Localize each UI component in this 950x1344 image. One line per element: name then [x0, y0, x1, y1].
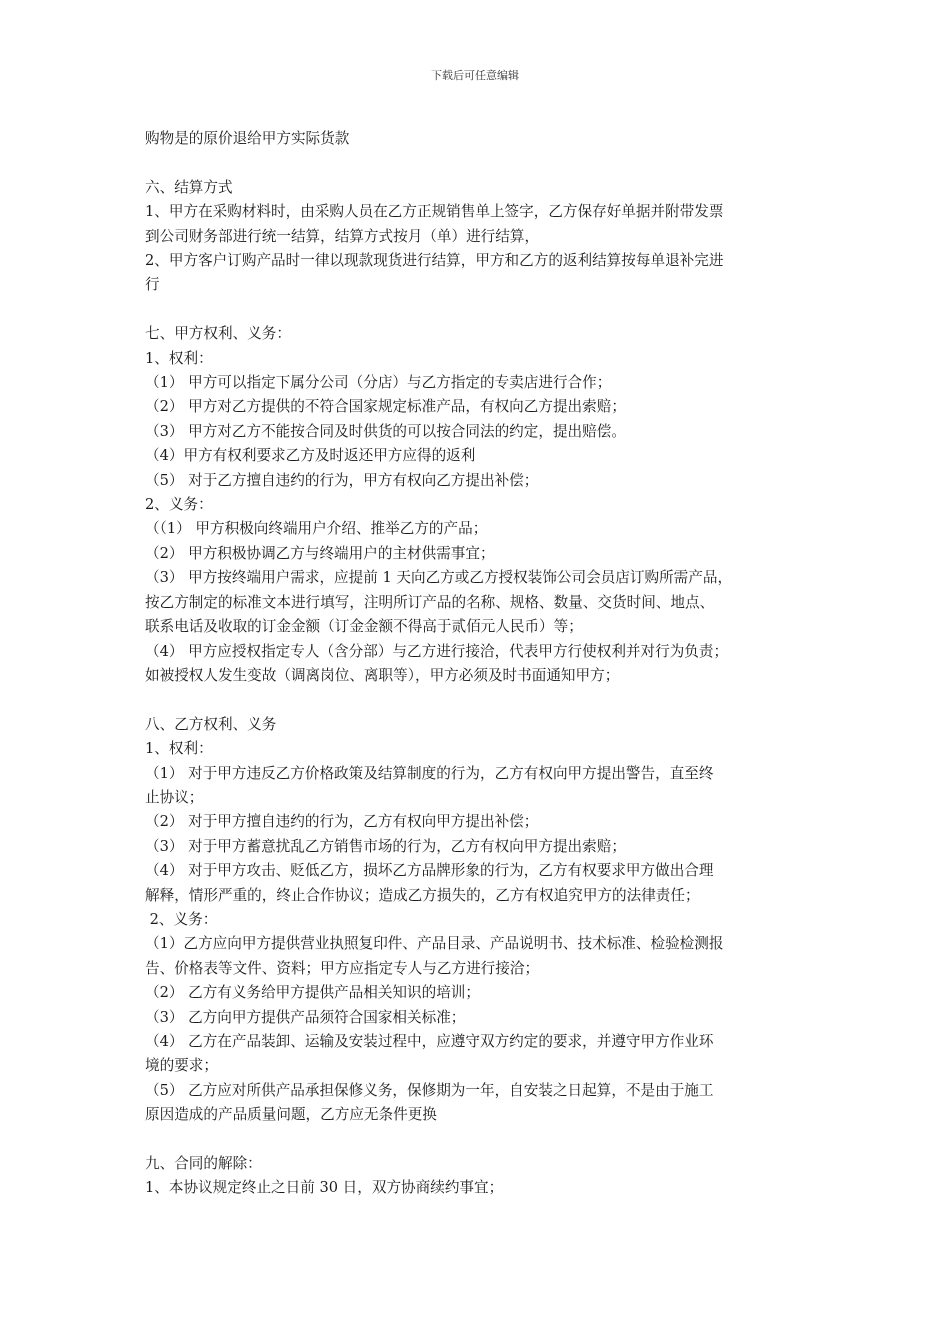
- text-line: 1、权利：: [145, 740, 213, 758]
- text-line: 联系电话及收取的订金金额（订金金额不得高于贰佰元人民币）等；: [145, 618, 583, 636]
- text-line: （3） 对于甲方蓄意扰乱乙方销售市场的行为，乙方有权向甲方提出索赔；: [145, 837, 626, 855]
- text-line: 告、价格表等文件、资料；甲方应指定专人与乙方进行接洽；: [145, 959, 540, 977]
- text-line: （2） 对于甲方擅自违约的行为，乙方有权向甲方提出补偿；: [145, 813, 539, 831]
- text-line: （2） 甲方对乙方提供的不符合国家规定标准产品，有权向乙方提出索赔；: [145, 398, 626, 416]
- text-line: 解释，情形严重的，终止合作协议；造成乙方损失的，乙方有权追究甲方的法律责任；: [145, 886, 700, 904]
- text-line: 1、甲方在采购材料时，由采购人员在乙方正规销售单上签字，乙方保存好单据并附带发票: [145, 203, 724, 221]
- text-line: 2、义务：: [145, 910, 218, 928]
- text-line: （4） 甲方应授权指定专人（含分部）与乙方进行接洽，代表甲方行使权利并对行为负责；: [145, 642, 729, 660]
- text-line: （2） 甲方积极协调乙方与终端用户的主材供需事宜；: [145, 544, 495, 562]
- text-line: （1）乙方应向甲方提供营业执照复印件、产品目录、产品说明书、技术标准、检验检测报: [145, 935, 724, 953]
- text-line: 行: [145, 276, 160, 294]
- text-line: 止协议；: [145, 788, 204, 806]
- blank-line: [145, 1128, 810, 1152]
- text-line: 2、甲方客户订购产品时一律以现款现货进行结算，甲方和乙方的返利结算按每单退补完进: [145, 252, 724, 270]
- text-line: 购物是的原价退给甲方实际货款: [145, 130, 350, 147]
- blank-line: [145, 151, 810, 175]
- page-header: 下载后可任意编辑: [431, 69, 519, 82]
- text-line: （4）甲方有权利要求乙方及时返还甲方应得的返利: [145, 447, 476, 465]
- blank-line: [145, 298, 810, 322]
- text-line: 境的要求；: [145, 1057, 218, 1075]
- text-line: 六、结算方式: [145, 178, 233, 196]
- text-line: 八、乙方权利、义务: [145, 715, 277, 733]
- text-line: （5） 对于乙方擅自违约的行为，甲方有权向乙方提出补偿；: [145, 471, 539, 489]
- text-line: 按乙方制定的标准文本进行填写，注明所订产品的名称、规格、数量、交货时间、地点、: [145, 593, 715, 611]
- text-line: 到公司财务部进行统一结算，结算方式按月（单）进行结算，: [145, 227, 540, 245]
- document-body: [145, 127, 810, 1201]
- blank-line: [145, 688, 810, 712]
- text-line: （4） 对于甲方攻击、贬低乙方，损坏乙方品牌形象的行为，乙方有权要求甲方做出合理: [145, 862, 714, 880]
- text-line: 七、甲方权利、义务：: [145, 325, 291, 343]
- text-line: 1、权利：: [145, 349, 213, 367]
- text-line: 九、合同的解除：: [145, 1155, 262, 1172]
- text-line: （4） 乙方在产品装卸、运输及安装过程中，应遵守双方约定的要求，并遵守甲方作业环: [145, 1032, 714, 1050]
- text-line: （3） 甲方对乙方不能按合同及时供货的可以按合同法的约定，提出赔偿。: [145, 422, 626, 440]
- text-line: 如被授权人发生变故（调离岗位、离职等），甲方必须及时书面通知甲方；: [145, 666, 620, 684]
- text-line: 原因造成的产品质量问题，乙方应无条件更换: [145, 1106, 437, 1124]
- text-line: 2、义务：: [145, 496, 213, 514]
- text-line: （3） 乙方向甲方提供产品须符合国家相关标准；: [145, 1008, 466, 1026]
- text-line: （3） 甲方按终端用户需求，应提前 1 天向乙方或乙方授权装饰公司会员店订购所需产品，: [145, 569, 733, 587]
- text-line: （1） 甲方可以指定下属分公司（分店）与乙方指定的专卖店进行合作；: [145, 374, 612, 392]
- text-line: （2） 乙方有义务给甲方提供产品相关知识的培训；: [145, 984, 480, 1002]
- text-line: （（1） 甲方积极向终端用户介绍、推举乙方的产品；: [145, 520, 488, 538]
- text-line: 1、本协议规定终止之日前 30 日，双方协商续约事宜；: [145, 1179, 504, 1197]
- text-line: （1） 对于甲方违反乙方价格政策及结算制度的行为，乙方有权向甲方提出警告，直至终: [145, 764, 714, 782]
- text-line: （5） 乙方应对所供产品承担保修义务，保修期为一年，自安装之日起算，不是由于施工: [145, 1081, 714, 1099]
